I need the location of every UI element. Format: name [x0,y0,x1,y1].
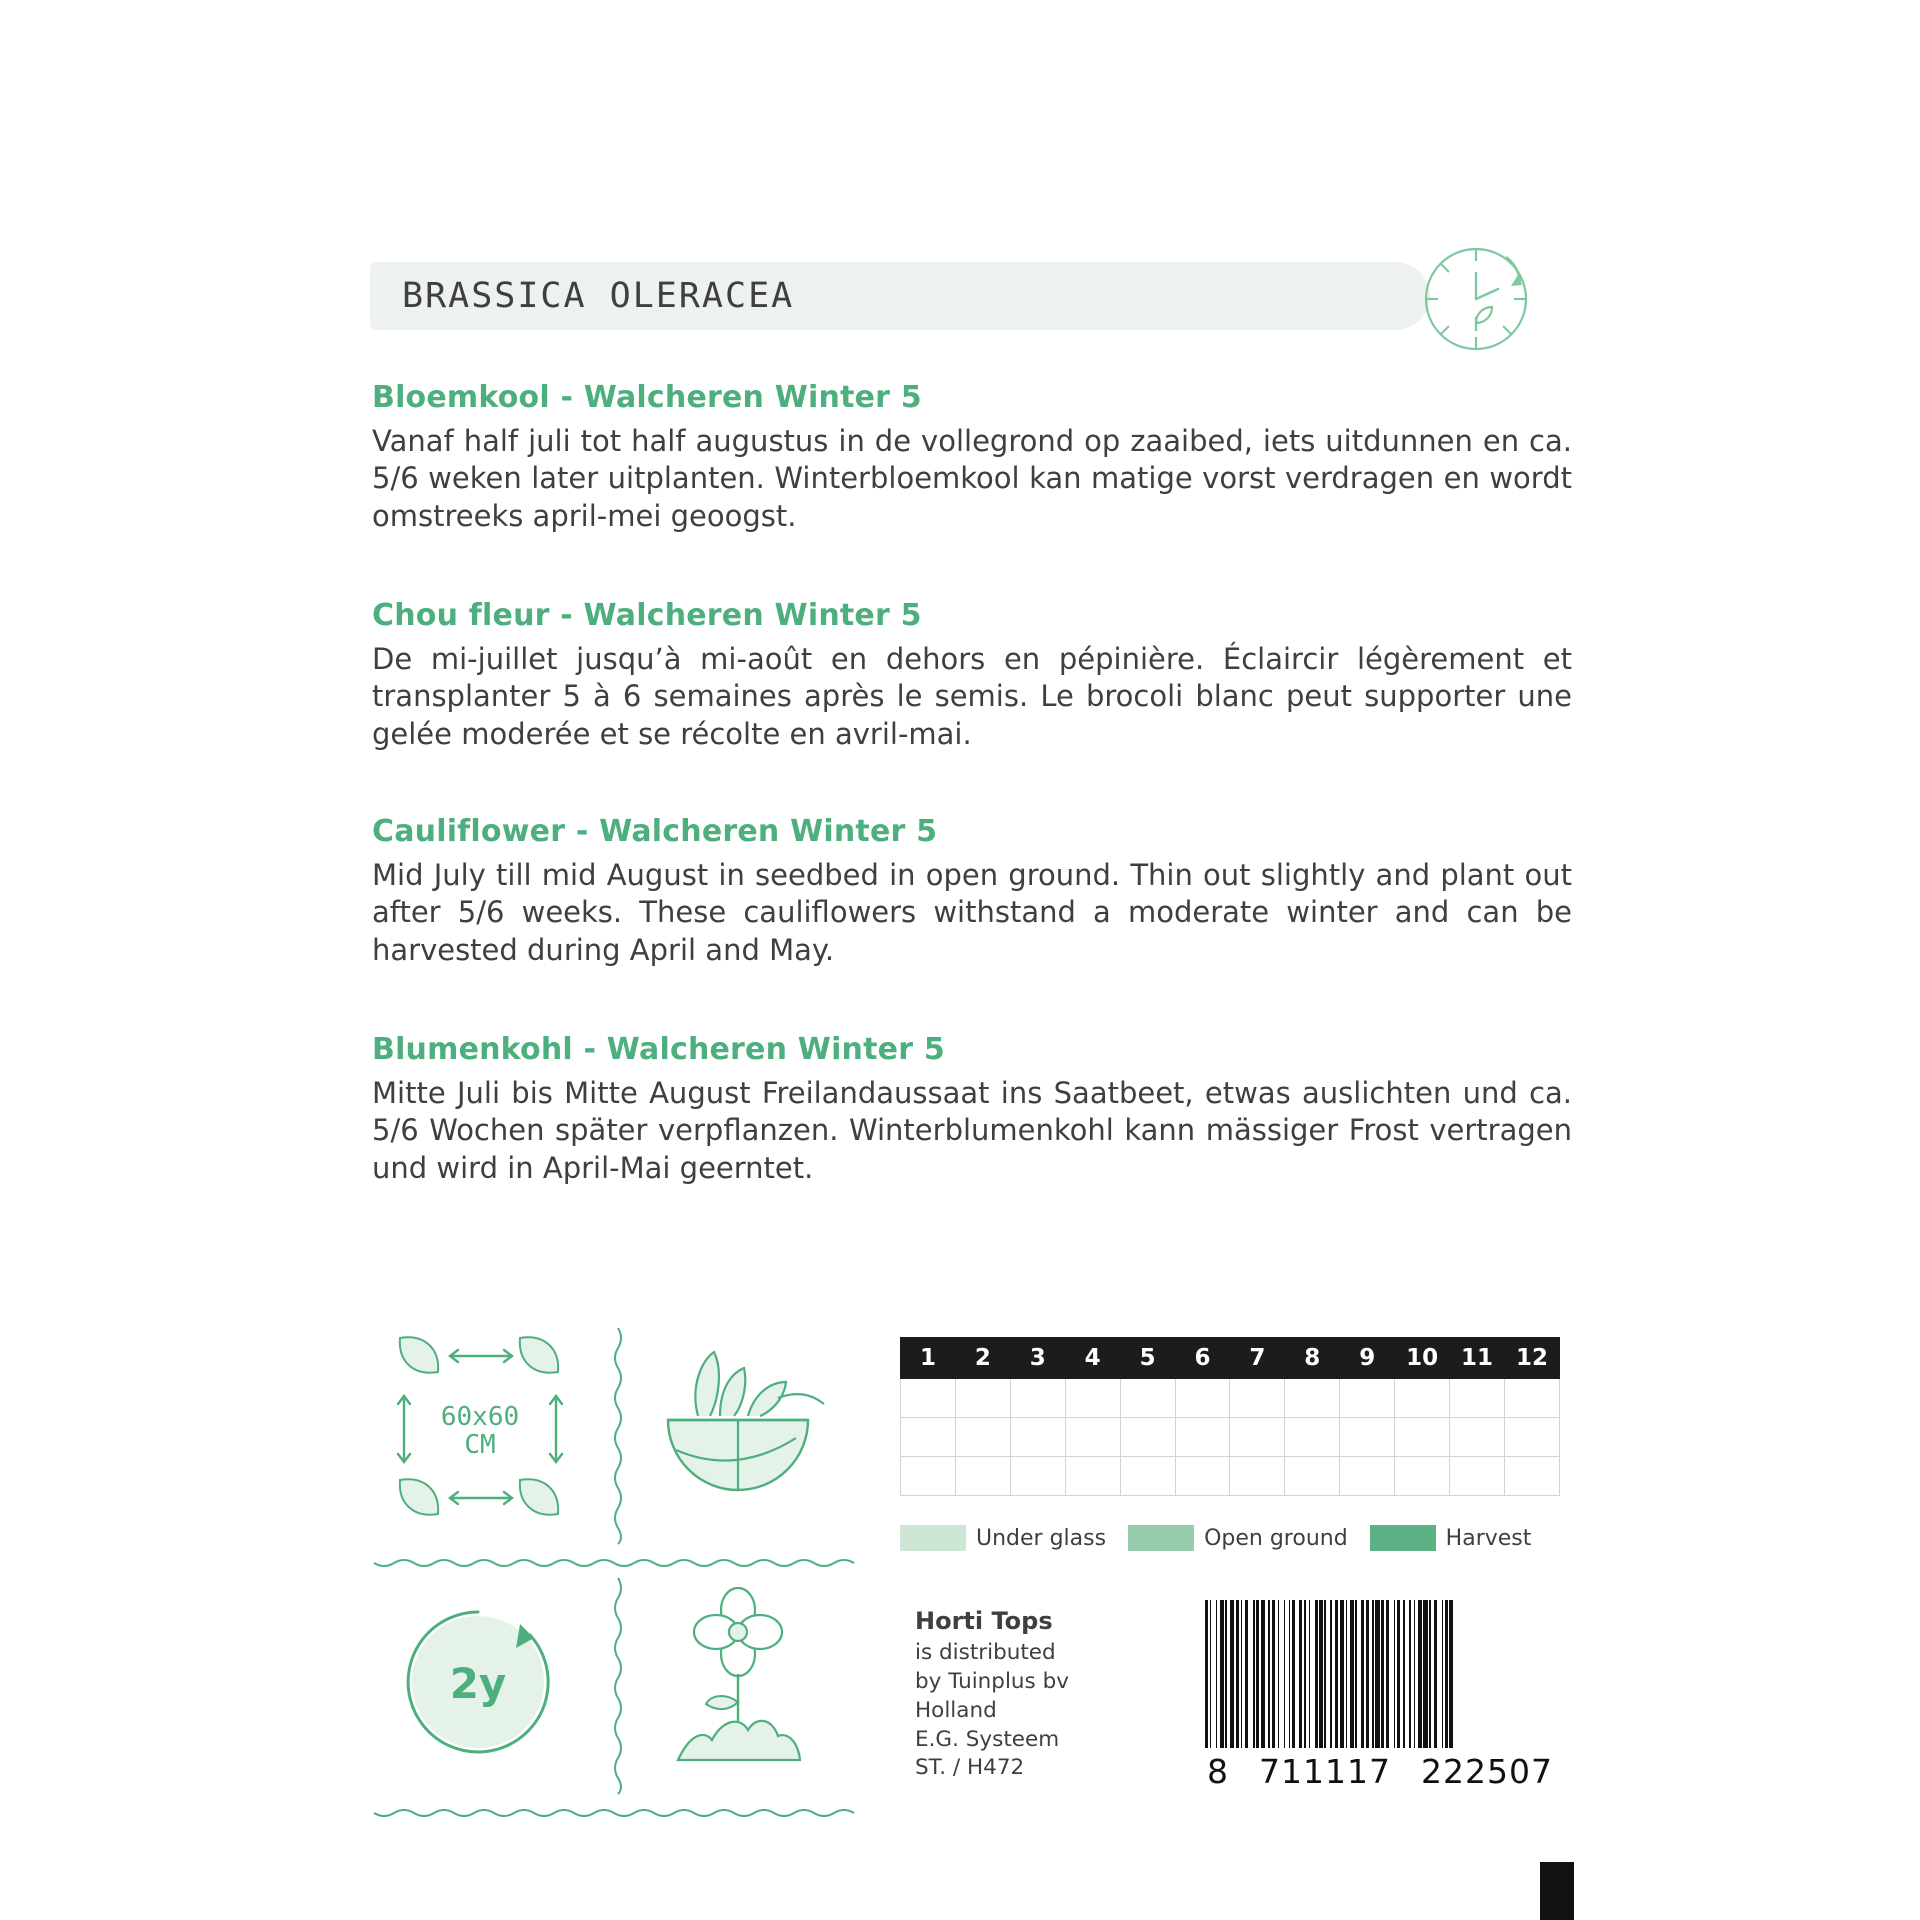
calendar-row [901,1379,1560,1418]
month-header: 7 [1230,1338,1285,1379]
calendar-cell [1285,1457,1340,1496]
month-header: 6 [1175,1338,1230,1379]
calendar-cell [1010,1457,1065,1496]
barcode-group-1: 711117 [1259,1752,1391,1791]
calendar-body [901,1379,1560,1496]
description-body-french: De mi-juillet jusqu’à mi-août en dehors en pépinière. Éclaircir légèrement et transplanter 5 à 6 semaines après le semis. Le brocoli blanc peut supporter une gelée moderée et se récolte en avril-mai. [372,642,1572,751]
calendar-cell [955,1379,1010,1418]
description-title-french: Chou fleur - Walcheren Winter 5 [372,598,922,633]
calendar-cell-open-ground [1120,1457,1175,1496]
barcode-digits [1205,1752,1555,1791]
calendar-cell [955,1418,1010,1457]
spacing-label-line1: 60x60 [440,1402,520,1432]
barcode-bars [1205,1600,1555,1748]
description-block-german [372,1032,1572,1187]
calendar-header-row [901,1338,1560,1379]
month-header: 4 [1065,1338,1120,1379]
calendar-cell [1340,1379,1395,1418]
month-header: 9 [1340,1338,1395,1379]
calendar-cell [1175,1418,1230,1457]
icon-grid [370,1320,870,1820]
description-block-english [372,814,1572,969]
barcode-group-2: 222507 [1421,1752,1553,1791]
calendar-cell-open-ground [1065,1457,1120,1496]
month-header: 8 [1285,1338,1340,1379]
calendar-cell [1450,1418,1505,1457]
legend-label-open-ground: Open ground [1204,1525,1348,1551]
barcode [1205,1600,1555,1810]
calendar-cell-harvest [1230,1418,1285,1457]
distributor-line-3: Holland [915,1697,997,1723]
calendar-cell [901,1418,956,1457]
legend-swatch-under-glass [900,1525,966,1551]
germination-label: 2y [449,1659,507,1708]
month-header: 5 [1120,1338,1175,1379]
calendar-cell [1450,1379,1505,1418]
legend-swatch-harvest [1370,1525,1436,1551]
month-header: 11 [1450,1338,1505,1379]
calendar-cell-harvest [1285,1418,1340,1457]
legend-label-under-glass: Under glass [976,1525,1107,1551]
header-banner [370,262,1430,330]
calendar-cell [1395,1418,1450,1457]
calendar-cell [1175,1379,1230,1418]
calendar-cell [955,1457,1010,1496]
spacing-label-line2: CM [464,1430,496,1460]
calendar-legend [900,1525,1580,1551]
calendar-cell [1175,1457,1230,1496]
sowing-calendar [900,1337,1560,1496]
description-body-german: Mitte Juli bis Mitte August Freilandaussaat ins Saatbeet, etwas auslichten und ca. 5/6 Wochen später verpflanzen. Winterblumenkohl kann mässiger Frost vertragen und wird in April-Mai geerntet. [372,1076,1572,1185]
calendar-cell [1010,1418,1065,1457]
calendar-cell [1230,1379,1285,1418]
barcode-digit-left: 8 [1207,1752,1229,1791]
calendar-cell [1450,1457,1505,1496]
calendar-cell [1340,1457,1395,1496]
description-body-dutch: Vanaf half juli tot half augustus in de vollegrond op zaaibed, iets uitdunnen en ca. 5/6 weken later uitplanten. Winterbloemkool kan matige vorst verdragen en wordt omstreeks april-mei geoogst. [372,424,1572,533]
calendar-row [901,1418,1560,1457]
distributor-line-4: E.G. Systeem [915,1726,1060,1752]
distributor-line-1: is distributed [915,1640,1056,1666]
description-title-german: Blumenkohl - Walcheren Winter 5 [372,1032,945,1067]
description-block-dutch [372,380,1572,535]
month-header: 3 [1010,1338,1065,1379]
clock-sprout-icon [1420,243,1532,355]
month-header: 1 [901,1338,956,1379]
calendar-cell [1395,1457,1450,1496]
calendar-cell [1504,1379,1559,1418]
calendar-cell [1285,1379,1340,1418]
germination-cycle-icon [370,1570,610,1800]
legend-swatch-open-ground [1128,1525,1194,1551]
calendar-cell [1340,1418,1395,1457]
description-title-dutch: Bloemkool - Walcheren Winter 5 [372,380,922,415]
calendar-row [901,1457,1560,1496]
harvest-basket-icon [628,1320,868,1550]
calendar-cell [1504,1418,1559,1457]
legend-item-open-ground [1128,1525,1348,1551]
calendar-cell [1120,1418,1175,1457]
legend-item-harvest [1370,1525,1532,1551]
legend-label-harvest: Harvest [1445,1525,1532,1551]
distributor-line-5: ST. / H472 [915,1755,1025,1781]
calendar-cell [1395,1379,1450,1418]
month-header: 12 [1504,1338,1559,1379]
description-title-english: Cauliflower - Walcheren Winter 5 [372,814,938,849]
calendar-cell [1065,1418,1120,1457]
distributor-info [915,1605,1175,1783]
seedling-in-soil-icon [628,1570,868,1800]
month-header: 10 [1395,1338,1450,1379]
calendar-cell [1504,1457,1559,1496]
corner-registration-mark [1540,1862,1574,1920]
calendar-cell [1230,1457,1285,1496]
brand-name: Horti Tops [915,1607,1053,1635]
calendar-cell [901,1379,956,1418]
description-block-french [372,598,1572,753]
calendar-cell [1120,1379,1175,1418]
description-body-english: Mid July till mid August in seedbed in open ground. Thin out slightly and plant out after 5/6 weeks. These cauliflowers withstand a moderate winter and can be harvested during April and May. [372,858,1572,967]
calendar-cell [1065,1379,1120,1418]
month-header: 2 [955,1338,1010,1379]
page-title: BRASSICA OLERACEA [402,276,795,316]
calendar-cell [901,1457,956,1496]
calendar-cell [1010,1379,1065,1418]
distributor-line-2: by Tuinplus bv [915,1668,1069,1694]
plant-spacing-icon [370,1320,610,1550]
legend-item-under-glass [900,1525,1106,1551]
